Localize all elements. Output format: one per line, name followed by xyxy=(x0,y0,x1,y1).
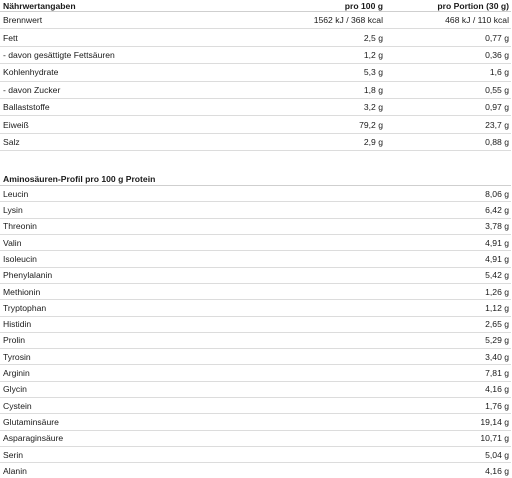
amino-acid-table xyxy=(0,173,511,478)
amino-value: 8,06 g xyxy=(385,186,511,202)
nutrition-header-per100: pro 100 g xyxy=(258,0,385,12)
amino-value: 4,91 g xyxy=(385,251,511,267)
amino-name: Glycin xyxy=(0,381,385,397)
table-row xyxy=(0,381,511,397)
amino-name: Lysin xyxy=(0,202,385,218)
amino-value: 3,78 g xyxy=(385,218,511,234)
table-row xyxy=(0,133,511,150)
table-row xyxy=(0,349,511,365)
amino-name: Asparaginsäure xyxy=(0,430,385,446)
nutrient-per100: 3,2 g xyxy=(258,98,385,115)
table-row xyxy=(0,446,511,462)
nutrient-per100: 2,9 g xyxy=(258,133,385,150)
amino-value: 4,16 g xyxy=(485,465,510,476)
table-row xyxy=(0,186,511,202)
table-row xyxy=(0,332,511,348)
amino-name: Cystein xyxy=(0,397,385,413)
nutrient-name: - davon gesättigte Fettsäuren xyxy=(0,46,258,63)
amino-name: Glutaminsäure xyxy=(0,414,385,430)
amino-value: 10,71 g xyxy=(385,430,511,446)
nutrient-name: Fett xyxy=(0,29,258,46)
table-row xyxy=(0,365,511,381)
amino-value: 5,04 g xyxy=(385,446,511,462)
nutrient-name: - davon Zucker xyxy=(0,81,258,98)
table-row xyxy=(0,251,511,267)
amino-name: Valin xyxy=(0,235,385,251)
table-row xyxy=(0,267,511,283)
nutrient-name: Kohlenhydrate xyxy=(0,64,258,81)
nutrition-header-label: Nährwertangaben xyxy=(0,0,258,12)
nutrient-per-portion: 0,88 g xyxy=(385,133,511,150)
amino-name: Methionin xyxy=(0,283,385,299)
amino-value: 1,76 g xyxy=(385,397,511,413)
nutrient-name: Salz xyxy=(0,133,258,150)
table-row xyxy=(0,430,511,446)
nutrient-name: Brennwert xyxy=(0,12,258,29)
amino-name: Tryptophan xyxy=(0,300,385,316)
nutrient-name: Eiweiß xyxy=(0,116,258,133)
table-row xyxy=(0,46,511,63)
amino-header-row xyxy=(0,173,511,186)
nutrient-per100: 79,2 g xyxy=(258,116,385,133)
nutrient-per-portion: 1,6 g xyxy=(385,64,511,81)
amino-value: 3,40 g xyxy=(385,349,511,365)
nutrition-table xyxy=(0,0,511,151)
amino-name: Arginin xyxy=(0,365,385,381)
amino-name: Phenylalanin xyxy=(0,267,385,283)
amino-value: 5,29 g xyxy=(385,332,511,348)
amino-name: Isoleucin xyxy=(0,251,385,267)
amino-name: Alanin xyxy=(3,465,27,476)
table-row xyxy=(0,283,511,299)
nutrient-per100: 2,5 g xyxy=(258,29,385,46)
nutrition-header-per-portion: pro Portion (30 g) xyxy=(385,0,511,12)
table-row xyxy=(0,98,511,115)
amino-name: Prolin xyxy=(0,332,385,348)
amino-name: Threonin xyxy=(0,218,385,234)
table-row xyxy=(0,300,511,316)
table-row xyxy=(0,64,511,81)
section-gap xyxy=(0,151,512,173)
amino-name: Tyrosin xyxy=(0,349,385,365)
table-row xyxy=(0,29,511,46)
amino-value: 1,12 g xyxy=(385,300,511,316)
nutrition-header-row xyxy=(0,0,511,12)
table-row xyxy=(0,235,511,251)
nutrient-per-portion: 0,36 g xyxy=(385,46,511,63)
table-row xyxy=(0,218,511,234)
nutrient-per100: 1,2 g xyxy=(258,46,385,63)
nutrient-name: Ballaststoffe xyxy=(0,98,258,115)
nutrient-per-portion: 468 kJ / 110 kcal xyxy=(385,12,511,29)
table-row xyxy=(0,12,511,29)
amino-name: Histidin xyxy=(0,316,385,332)
amino-value: 4,16 g xyxy=(385,381,511,397)
nutrient-per-portion: 0,97 g xyxy=(385,98,511,115)
amino-name: Leucin xyxy=(0,186,385,202)
table-row xyxy=(0,81,511,98)
nutrient-per-portion: 23,7 g xyxy=(385,116,511,133)
nutrient-per-portion: 0,55 g xyxy=(385,81,511,98)
table-row xyxy=(0,116,511,133)
amino-value: 1,26 g xyxy=(385,283,511,299)
table-row xyxy=(0,397,511,413)
table-row xyxy=(0,202,511,218)
table-row xyxy=(0,316,511,332)
table-row xyxy=(0,414,511,430)
amino-value: 5,42 g xyxy=(385,267,511,283)
nutrient-per-portion: 0,77 g xyxy=(385,29,511,46)
amino-value: 4,91 g xyxy=(385,235,511,251)
amino-value: 7,81 g xyxy=(385,365,511,381)
amino-value: 2,65 g xyxy=(385,316,511,332)
amino-header-label: Aminosäuren-Profil pro 100 g Protein xyxy=(0,173,511,186)
nutrient-per100: 5,3 g xyxy=(258,64,385,81)
amino-value: 6,42 g xyxy=(385,202,511,218)
table-row xyxy=(0,463,511,478)
nutrient-per100: 1,8 g xyxy=(258,81,385,98)
amino-value: 19,14 g xyxy=(385,414,511,430)
amino-name: Serin xyxy=(0,446,385,462)
nutrient-per100: 1562 kJ / 368 kcal xyxy=(258,12,385,29)
